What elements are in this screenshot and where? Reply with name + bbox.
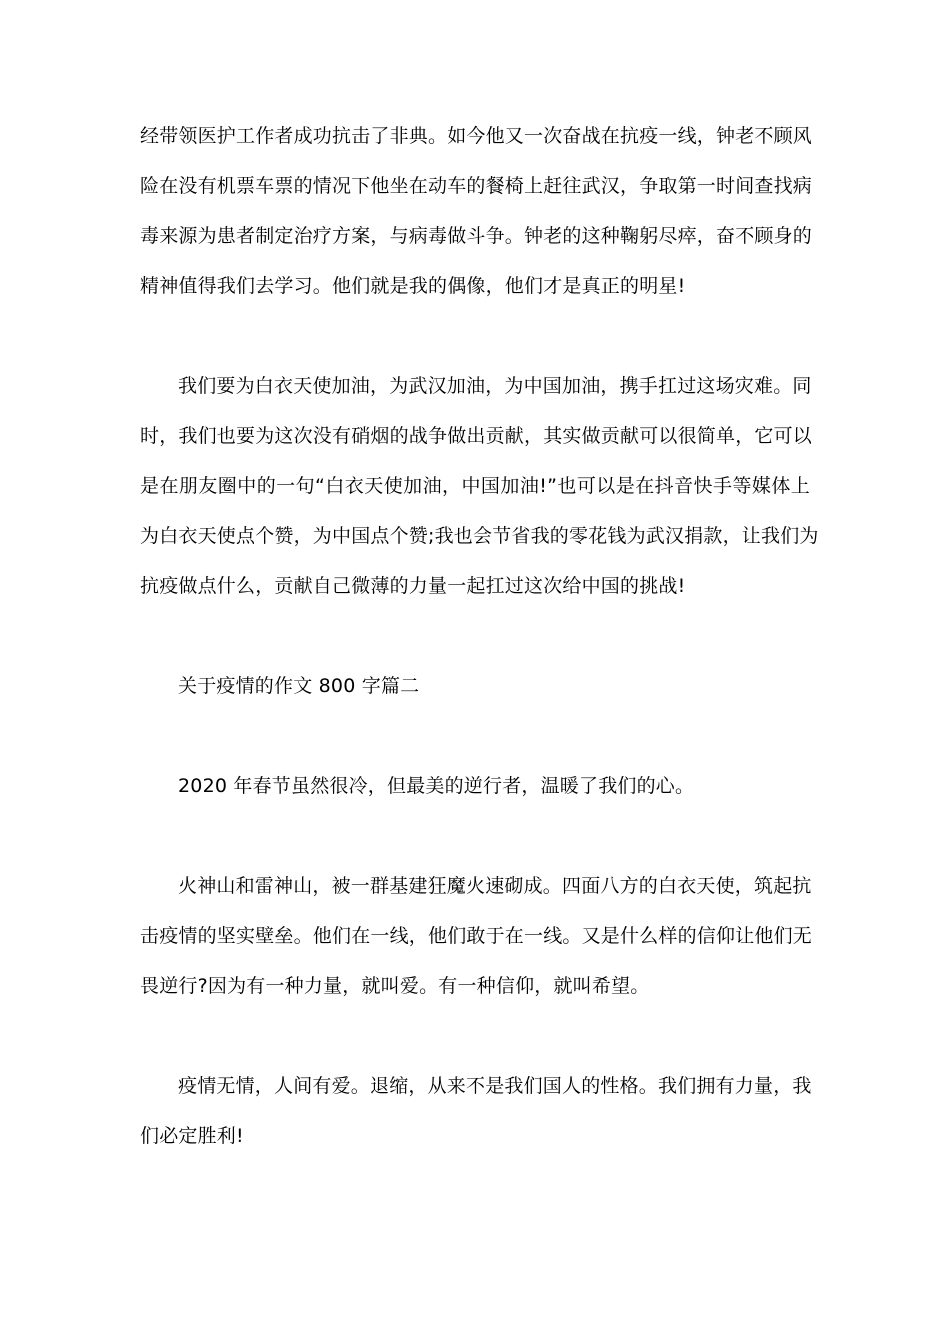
paragraph-line: 是在朋友圈中的一句“白衣天使加油，中国加油!”也可以是在抖音快手等媒体上 (140, 475, 810, 497)
paragraph-line: 险在没有机票车票的情况下他坐在动车的餐椅上赶往武汉，争取第一时间查找病 (140, 175, 813, 197)
paragraph-line: 畏逆行?因为有一种力量，就叫爱。有一种信仰，就叫希望。 (140, 975, 650, 997)
paragraph-line: 抗疫做点什么，贡献自己微薄的力量一起扛过这次给中国的挑战! (140, 575, 686, 597)
paragraph-line: 经带领医护工作者成功抗击了非典。如今他又一次奋战在抗疫一线，钟老不顾风 (140, 125, 813, 147)
paragraph-line: 击疫情的坚实壁垒。他们在一线，他们敢于在一线。又是什么样的信仰让他们无 (140, 925, 813, 947)
paragraph-line: 们必定胜利! (140, 1125, 244, 1147)
paragraph-line: 时，我们也要为这次没有硝烟的战争做出贡献，其实做贡献可以很简单，它可以 (140, 425, 813, 447)
paragraph-line: 我们要为白衣天使加油，为武汉加油，为中国加油，携手扛过这场灾难。同 (178, 375, 812, 397)
paragraph-line: 为白衣天使点个赞，为中国点个赞;我也会节省我的零花钱为武汉捐款，让我们为 (140, 525, 819, 547)
paragraph-line: 火神山和雷神山，被一群基建狂魔火速砌成。四面八方的白衣天使，筑起抗 (178, 875, 812, 897)
paragraph-line: 疫情无情，人间有爱。退缩，从来不是我们国人的性格。我们拥有力量，我 (178, 1075, 812, 1097)
paragraph-line: 2020 年春节虽然很冷，但最美的逆行者，温暖了我们的心。 (178, 775, 695, 797)
section-heading: 关于疫情的作文 800 字篇二 (178, 675, 420, 697)
paragraph-line: 精神值得我们去学习。他们就是我的偶像，他们才是真正的明星! (140, 275, 686, 297)
paragraph-line: 毒来源为患者制定治疗方案，与病毒做斗争。钟老的这种鞠躬尽瘁，奋不顾身的 (140, 225, 813, 247)
